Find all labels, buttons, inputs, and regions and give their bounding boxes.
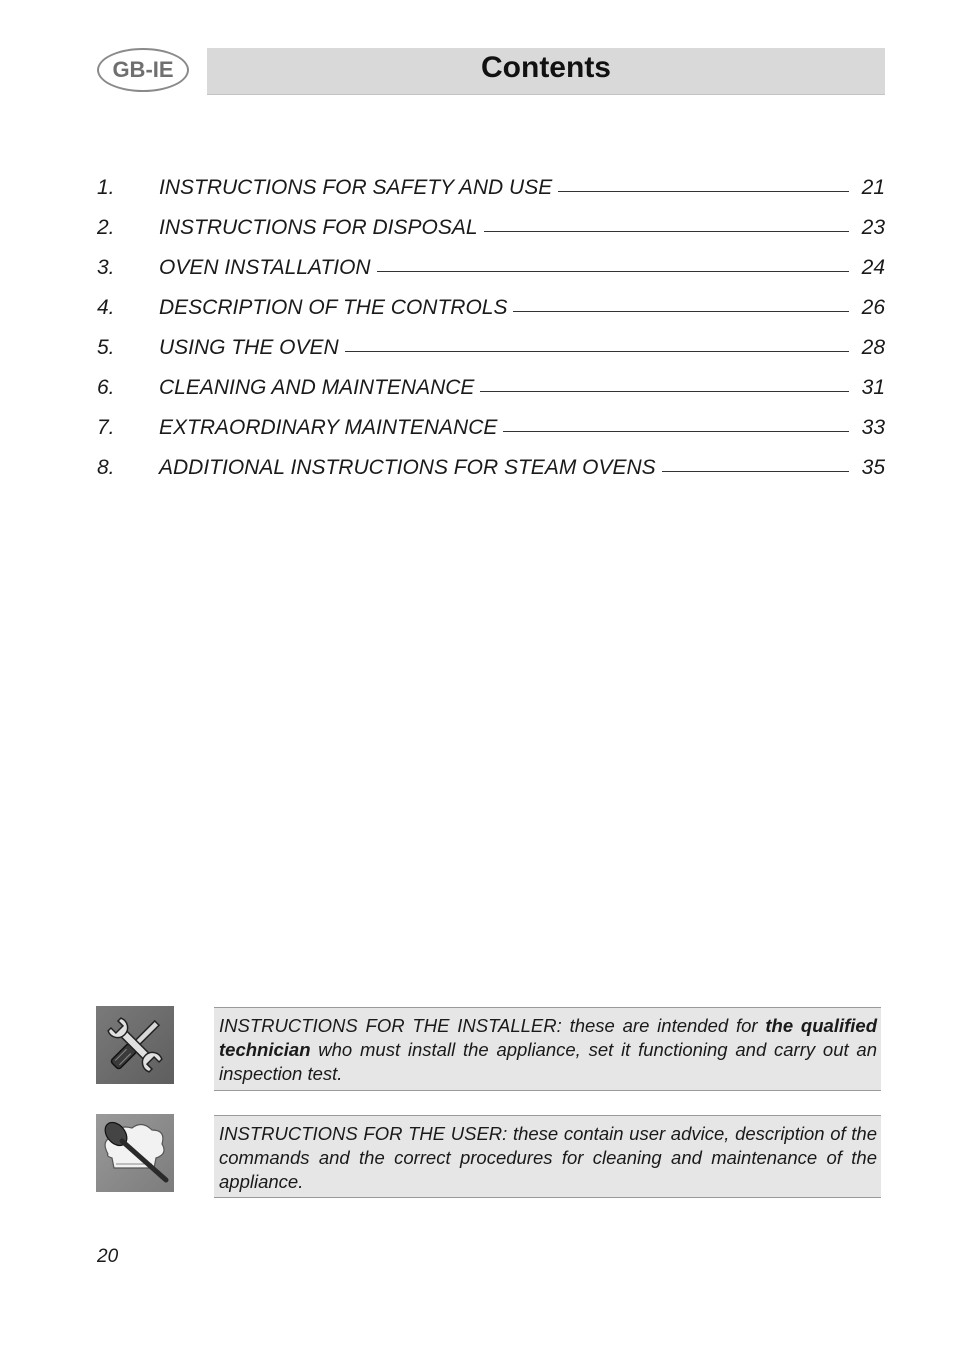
installer-note bbox=[214, 1007, 881, 1091]
toc-entry-leader bbox=[377, 271, 849, 272]
toc-entry-title: INSTRUCTIONS FOR DISPOSAL bbox=[159, 216, 478, 239]
toc-entry[interactable] bbox=[97, 376, 885, 416]
installer-note-emphasis: the qualified technician bbox=[219, 1015, 877, 1060]
toc-entry-leader bbox=[503, 431, 849, 432]
toc-entry-leader bbox=[480, 391, 849, 392]
user-note-text: INSTRUCTIONS FOR THE USER: these contain user advice, description of the commands and the correct procedures for cleaning and maintenance of the appliance. bbox=[219, 1123, 877, 1192]
page-number: 20 bbox=[97, 1246, 119, 1267]
toc-entry[interactable] bbox=[97, 456, 885, 496]
toc-entry-number: 7. bbox=[97, 416, 115, 439]
toc-entry-leader bbox=[662, 471, 849, 472]
region-badge-label: GB-IE bbox=[112, 57, 174, 82]
toc-entry-number: 8. bbox=[97, 456, 115, 479]
toc-entry[interactable] bbox=[97, 336, 885, 376]
toc-entry[interactable] bbox=[97, 416, 885, 456]
toc-entry-page: 24 bbox=[861, 256, 885, 279]
toc-entry-page: 26 bbox=[861, 296, 885, 319]
region-badge bbox=[97, 48, 189, 92]
page-title: Contents bbox=[481, 50, 611, 84]
toc-entry-number: 2. bbox=[97, 216, 115, 239]
chef-hat-spoon-icon bbox=[96, 1114, 174, 1192]
page-title-bar bbox=[207, 48, 885, 95]
toc-entry-number: 4. bbox=[97, 296, 115, 319]
toc-entry-page: 35 bbox=[861, 456, 885, 479]
user-note bbox=[214, 1115, 881, 1198]
toc-entry[interactable] bbox=[97, 256, 885, 296]
toc-entry-title: ADDITIONAL INSTRUCTIONS FOR STEAM OVENS bbox=[159, 456, 656, 479]
toc-entry-leader bbox=[513, 311, 849, 312]
toc-entry-page: 33 bbox=[861, 416, 885, 439]
toc-entry-leader bbox=[345, 351, 849, 352]
toc-entry-page: 31 bbox=[861, 376, 885, 399]
toc-entry-page: 28 bbox=[861, 336, 885, 359]
toc-entry[interactable] bbox=[97, 176, 885, 216]
toc-entry-title: USING THE OVEN bbox=[159, 336, 339, 359]
toc-entry-title: CLEANING AND MAINTENANCE bbox=[159, 376, 475, 399]
toc-entry-title: EXTRAORDINARY MAINTENANCE bbox=[159, 416, 498, 439]
table-of-contents bbox=[97, 176, 885, 496]
toc-entry-page: 23 bbox=[861, 216, 885, 239]
toc-entry-leader bbox=[558, 191, 849, 192]
wrench-screwdriver-icon bbox=[96, 1006, 174, 1084]
installer-note-text: INSTRUCTIONS FOR THE INSTALLER: these are intended for bbox=[219, 1015, 766, 1036]
toc-entry-title: OVEN INSTALLATION bbox=[159, 256, 371, 279]
toc-entry-number: 6. bbox=[97, 376, 115, 399]
toc-entry[interactable] bbox=[97, 296, 885, 336]
toc-entry-title: INSTRUCTIONS FOR SAFETY AND USE bbox=[159, 176, 553, 199]
toc-entry-title: DESCRIPTION OF THE CONTROLS bbox=[159, 296, 508, 319]
toc-entry[interactable] bbox=[97, 216, 885, 256]
toc-entry-number: 5. bbox=[97, 336, 115, 359]
toc-entry-number: 1. bbox=[97, 176, 115, 199]
toc-entry-page: 21 bbox=[861, 176, 885, 199]
toc-entry-leader bbox=[484, 231, 849, 232]
installer-note-text-end: who must install the appliance, set it functioning and carry out an inspection test. bbox=[219, 1039, 877, 1084]
toc-entry-number: 3. bbox=[97, 256, 115, 279]
